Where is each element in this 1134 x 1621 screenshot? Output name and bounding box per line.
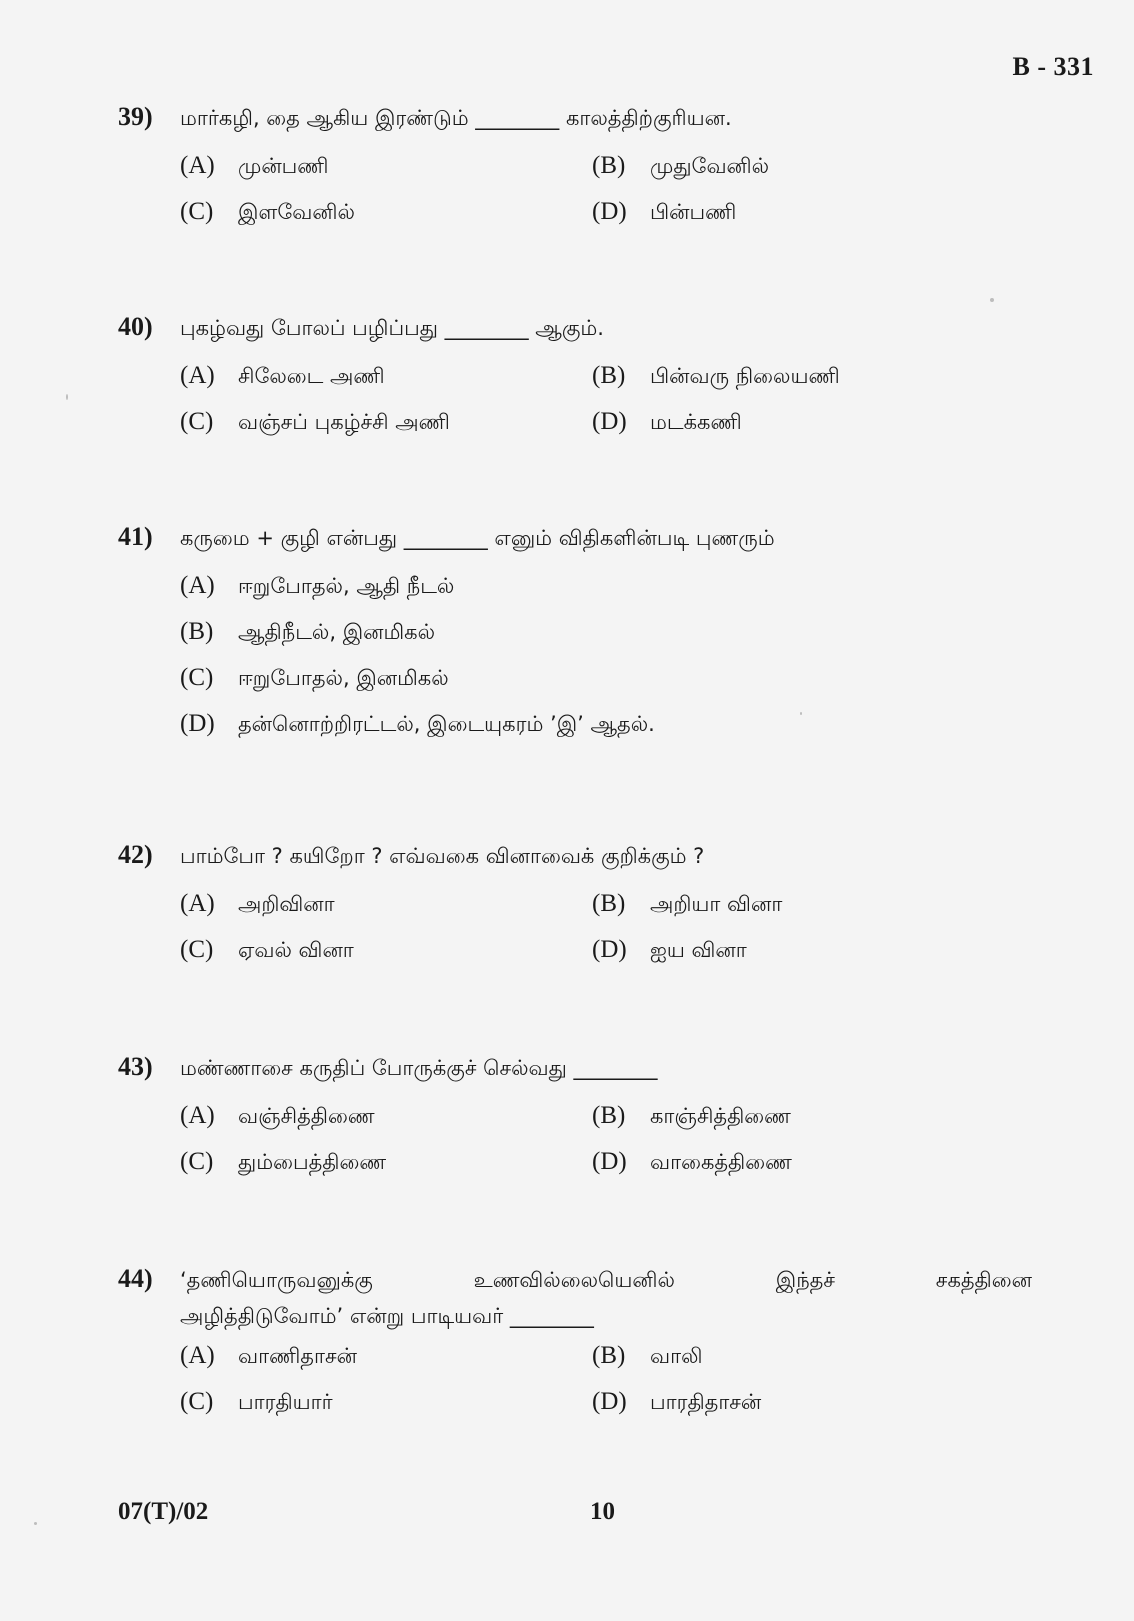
option-text: மடக்கணி	[650, 410, 742, 434]
scan-speck	[800, 712, 802, 715]
question-text: மண்ணாசை கருதிப் போருக்குச் செல்வது ________	[180, 1056, 658, 1080]
option-b	[592, 1102, 1004, 1131]
option-label: (B)	[592, 362, 626, 389]
option-text: பாரதிதாசன்	[650, 1390, 762, 1414]
option-a	[180, 890, 592, 919]
option-d	[592, 408, 1004, 437]
option-label: (B)	[592, 890, 626, 917]
option-label: (A)	[180, 1102, 215, 1129]
option-a	[180, 1342, 592, 1371]
option-text: ஈறுபோதல், இனமிகல்	[238, 666, 449, 690]
option-d	[592, 198, 1004, 227]
options-list	[180, 572, 1038, 739]
option-text: பின்பணி	[650, 200, 737, 224]
options-grid	[180, 152, 1038, 227]
option-text: வாலி	[650, 1344, 703, 1368]
scan-speck	[66, 394, 68, 400]
option-text: ஏவல் வினா	[238, 938, 354, 962]
question-39	[118, 100, 1038, 227]
question-number: 42)	[118, 840, 153, 869]
option-label: (C)	[180, 664, 214, 691]
option-label: (B)	[592, 152, 626, 179]
option-c	[180, 1148, 592, 1177]
option-a	[180, 572, 1004, 601]
option-b	[180, 618, 1004, 647]
option-label: (D)	[592, 936, 627, 963]
question-number: 44)	[118, 1264, 153, 1293]
option-text: வஞ்சித்திணை	[238, 1104, 375, 1128]
option-a	[180, 1102, 592, 1131]
question-text-continued: அழித்திடுவோம்’ என்று பாடியவர் ________	[180, 1304, 594, 1328]
question-40	[118, 310, 1038, 437]
option-label: (B)	[180, 618, 214, 645]
option-label: (C)	[180, 936, 214, 963]
scan-speck	[990, 298, 994, 302]
option-text: தன்னொற்றிரட்டல், இடையுகரம் ’இ’ ஆதல்.	[238, 712, 655, 736]
question-text: ‘தணியொருவனுக்கு உணவில்லையெனில் இந்தச் சகத்தினை	[180, 1268, 1032, 1292]
question-number: 41)	[118, 522, 153, 551]
option-label: (D)	[592, 198, 627, 225]
option-label: (A)	[180, 1342, 215, 1369]
option-label: (C)	[180, 408, 214, 435]
option-text: ஈறுபோதல், ஆதி நீடல்	[238, 574, 455, 598]
option-label: (A)	[180, 362, 215, 389]
option-a	[180, 362, 592, 391]
option-label: (D)	[592, 408, 627, 435]
option-b	[592, 1342, 1004, 1371]
option-text: அறிவினா	[238, 892, 335, 916]
question-43	[118, 1050, 1038, 1177]
option-c	[180, 664, 1004, 693]
option-text: வஞ்சப் புகழ்ச்சி அணி	[238, 410, 450, 434]
option-label: (B)	[592, 1342, 626, 1369]
question-42	[118, 838, 1038, 965]
options-grid	[180, 1102, 1038, 1177]
option-label: (D)	[592, 1148, 627, 1175]
option-label: (D)	[180, 710, 215, 737]
option-d	[592, 1148, 1004, 1177]
option-b	[592, 890, 1004, 919]
option-text: முதுவேனில்	[650, 154, 770, 178]
option-text: ஆதிநீடல், இனமிகல்	[238, 620, 436, 644]
option-label: (B)	[592, 1102, 626, 1129]
option-c	[180, 936, 592, 965]
question-number: 40)	[118, 312, 153, 341]
scan-speck	[34, 1522, 37, 1525]
option-text: வாணிதாசன்	[238, 1344, 357, 1368]
question-44	[118, 1262, 1038, 1417]
question-text: பாம்போ ? கயிறோ ? எவ்வகை வினாவைக் குறிக்கும் ?	[180, 844, 705, 868]
option-d	[592, 1388, 1004, 1417]
option-c	[180, 408, 592, 437]
option-text: பின்வரு நிலையணி	[650, 364, 840, 388]
option-label: (C)	[180, 198, 214, 225]
footer-code: 07(T)/02	[118, 1498, 209, 1525]
option-text: முன்பணி	[238, 154, 329, 178]
option-a	[180, 152, 592, 181]
option-b	[592, 362, 1004, 391]
paper-code: B - 331	[1012, 52, 1094, 81]
options-grid	[180, 890, 1038, 965]
option-text: தும்பைத்திணை	[238, 1150, 387, 1174]
option-text: காஞ்சித்திணை	[650, 1104, 791, 1128]
option-label: (C)	[180, 1388, 214, 1415]
options-grid	[180, 1342, 1038, 1417]
option-label: (A)	[180, 572, 215, 599]
question-number: 39)	[118, 102, 153, 131]
option-text: வாகைத்திணை	[650, 1150, 792, 1174]
option-d	[592, 936, 1004, 965]
option-text: அறியா வினா	[650, 892, 783, 916]
option-text: பாரதியார்	[238, 1390, 333, 1414]
option-label: (A)	[180, 890, 215, 917]
question-text: புகழ்வது போலப் பழிப்பது ________ ஆகும்.	[180, 316, 604, 340]
question-text: கருமை + குழி என்பது ________ எனும் விதிகளின்படி புணரும்	[180, 526, 775, 550]
option-label: (D)	[592, 1388, 627, 1415]
page-number: 10	[590, 1498, 615, 1525]
option-c	[180, 198, 592, 227]
option-c	[180, 1388, 592, 1417]
question-text: மார்கழி, தை ஆகிய இரண்டும் ________ காலத்திற்குரியன.	[180, 106, 732, 130]
question-number: 43)	[118, 1052, 153, 1081]
question-41	[118, 520, 1038, 739]
option-label: (C)	[180, 1148, 214, 1175]
option-text: சிலேடை அணி	[238, 364, 385, 388]
option-d	[180, 710, 1004, 739]
option-text: ஐய வினா	[650, 938, 747, 962]
options-grid	[180, 362, 1038, 437]
option-label: (A)	[180, 152, 215, 179]
option-text: இளவேனில்	[238, 200, 355, 224]
option-b	[592, 152, 1004, 181]
